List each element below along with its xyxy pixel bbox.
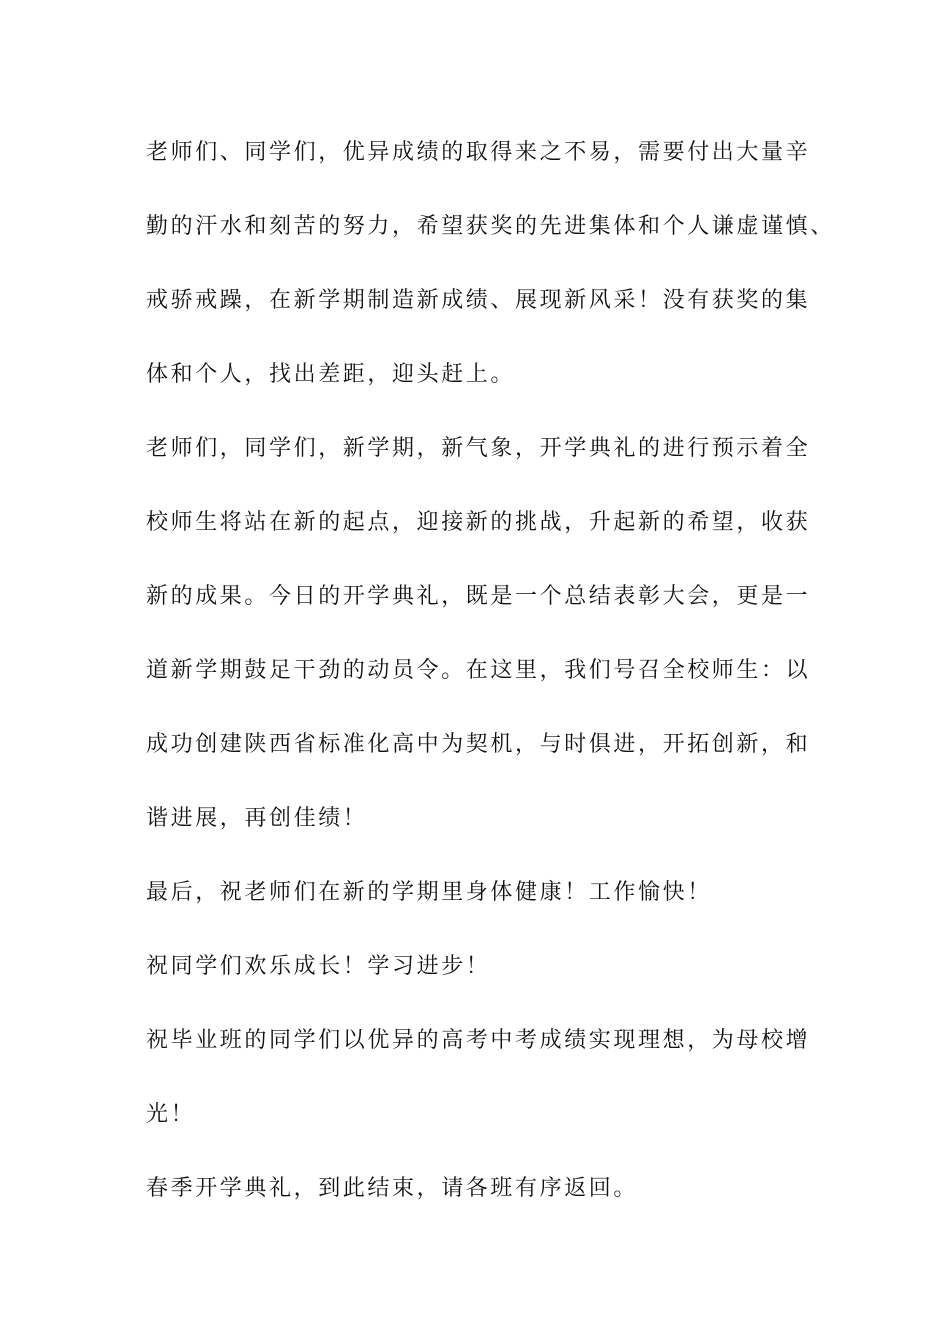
paragraph-2-line-4: 道新学期鼓足干劲的动员令。在这里，我们号召全校师生：以 xyxy=(146,658,811,683)
paragraph-5-line-1: 祝毕业班的同学们以优异的高考中考成绩实现理想，为母校增 xyxy=(146,1028,811,1053)
paragraph-1-line-2: 勤的汗水和刻苦的努力，希望获奖的先进集体和个人谦虚谨慎、 xyxy=(146,214,835,239)
paragraph-5-line-2: 光！ xyxy=(146,1102,196,1127)
paragraph-3-line-1: 最后，祝老师们在新的学期里身体健康！工作愉快！ xyxy=(146,880,712,905)
paragraph-1-line-4: 体和个人，找出差距，迎头赶上。 xyxy=(146,362,516,387)
paragraph-2-line-2: 校师生将站在新的起点，迎接新的挑战，升起新的希望，收获 xyxy=(146,510,811,535)
paragraph-2-line-3: 新的成果。今日的开学典礼，既是一个总结表彰大会，更是一 xyxy=(146,584,811,609)
paragraph-2-line-6: 谐进展，再创佳绩！ xyxy=(146,806,368,831)
paragraph-2-line-5: 成功创建陕西省标准化高中为契机，与时俱进，开拓创新，和 xyxy=(146,732,811,757)
paragraph-6-line-1: 春季开学典礼，到此结束，请各班有序返回。 xyxy=(146,1176,639,1201)
paragraph-1-line-1: 老师们、同学们，优异成绩的取得来之不易，需要付出大量辛 xyxy=(146,140,811,165)
paragraph-4-line-1: 祝同学们欢乐成长！学习进步！ xyxy=(146,954,491,979)
paragraph-1-line-3: 戒骄戒躁，在新学期制造新成绩、展现新风采！没有获奖的集 xyxy=(146,288,811,313)
paragraph-2-line-1: 老师们，同学们，新学期，新气象，开学典礼的进行预示着全 xyxy=(146,436,811,461)
